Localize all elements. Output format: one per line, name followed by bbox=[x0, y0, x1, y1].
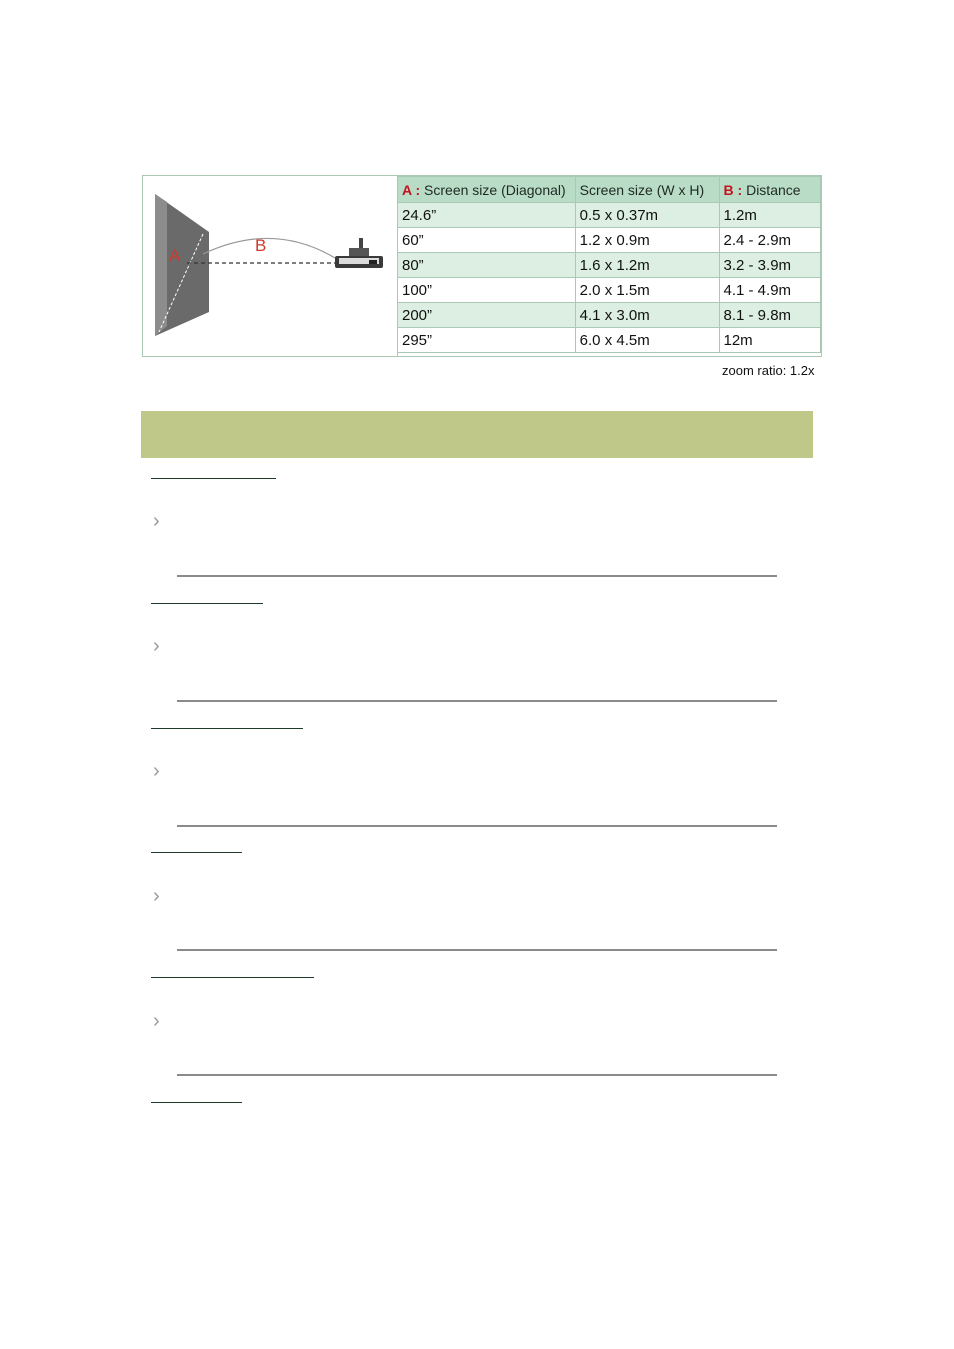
projector-icon bbox=[335, 238, 383, 268]
label-a: A bbox=[169, 246, 181, 265]
cell-wxh: 4.1 x 3.0m bbox=[575, 303, 719, 328]
chevron-right-icon: › bbox=[153, 885, 160, 907]
cell-wxh: 0.5 x 0.37m bbox=[575, 203, 719, 228]
section-link-underline[interactable] bbox=[151, 728, 303, 729]
table-row bbox=[398, 278, 821, 303]
chevron-right-icon: › bbox=[153, 1010, 160, 1032]
cell-distance: 4.1 - 4.9m bbox=[719, 278, 821, 303]
section-divider bbox=[177, 575, 777, 577]
header-diagonal: A : Screen size (Diagonal) bbox=[398, 177, 576, 203]
chevron-right-icon: › bbox=[153, 635, 160, 657]
chevron-right-icon: › bbox=[153, 760, 160, 782]
table-row bbox=[398, 303, 821, 328]
screen-size-table bbox=[397, 176, 821, 353]
header-wxh: Screen size (W x H) bbox=[575, 177, 719, 203]
cell-diagonal: 60” bbox=[398, 228, 576, 253]
section-divider bbox=[177, 949, 777, 951]
table-row bbox=[398, 253, 821, 278]
projection-figure bbox=[142, 175, 822, 357]
cell-diagonal: 200” bbox=[398, 303, 576, 328]
section-link-underline[interactable] bbox=[151, 852, 242, 853]
cell-distance: 8.1 - 9.8m bbox=[719, 303, 821, 328]
projection-diagram bbox=[143, 176, 398, 356]
table-header-row bbox=[398, 177, 821, 203]
cell-diagonal: 295” bbox=[398, 328, 576, 353]
section-link-underline[interactable] bbox=[151, 977, 314, 978]
chevron-right-icon: › bbox=[153, 510, 160, 532]
table-row bbox=[398, 328, 821, 353]
cell-wxh: 2.0 x 1.5m bbox=[575, 278, 719, 303]
table-row bbox=[398, 203, 821, 228]
screen-projector-illustration bbox=[143, 176, 397, 356]
key-separator: : bbox=[411, 181, 425, 198]
cell-wxh: 6.0 x 4.5m bbox=[575, 328, 719, 353]
section-link-underline[interactable] bbox=[151, 1102, 242, 1103]
header-distance: B : Distance bbox=[719, 177, 821, 203]
cell-wxh: 1.2 x 0.9m bbox=[575, 228, 719, 253]
cell-diagonal: 80” bbox=[398, 253, 576, 278]
cell-distance: 2.4 - 2.9m bbox=[719, 228, 821, 253]
section-link-underline[interactable] bbox=[151, 478, 276, 479]
label-b: B bbox=[255, 236, 267, 255]
distance-arc bbox=[203, 238, 335, 258]
cell-diagonal: 24.6” bbox=[398, 203, 576, 228]
section-divider bbox=[177, 1074, 777, 1076]
table-row bbox=[398, 228, 821, 253]
cell-wxh: 1.6 x 1.2m bbox=[575, 253, 719, 278]
section-link-underline[interactable] bbox=[151, 603, 263, 604]
section-divider bbox=[177, 825, 777, 827]
section-divider bbox=[177, 700, 777, 702]
cell-distance: 3.2 - 3.9m bbox=[719, 253, 821, 278]
cell-distance: 12m bbox=[719, 328, 821, 353]
zoom-ratio-note: zoom ratio: 1.2x bbox=[722, 363, 815, 378]
cell-diagonal: 100” bbox=[398, 278, 576, 303]
cell-distance: 1.2m bbox=[719, 203, 821, 228]
section-header-bar bbox=[141, 411, 813, 458]
